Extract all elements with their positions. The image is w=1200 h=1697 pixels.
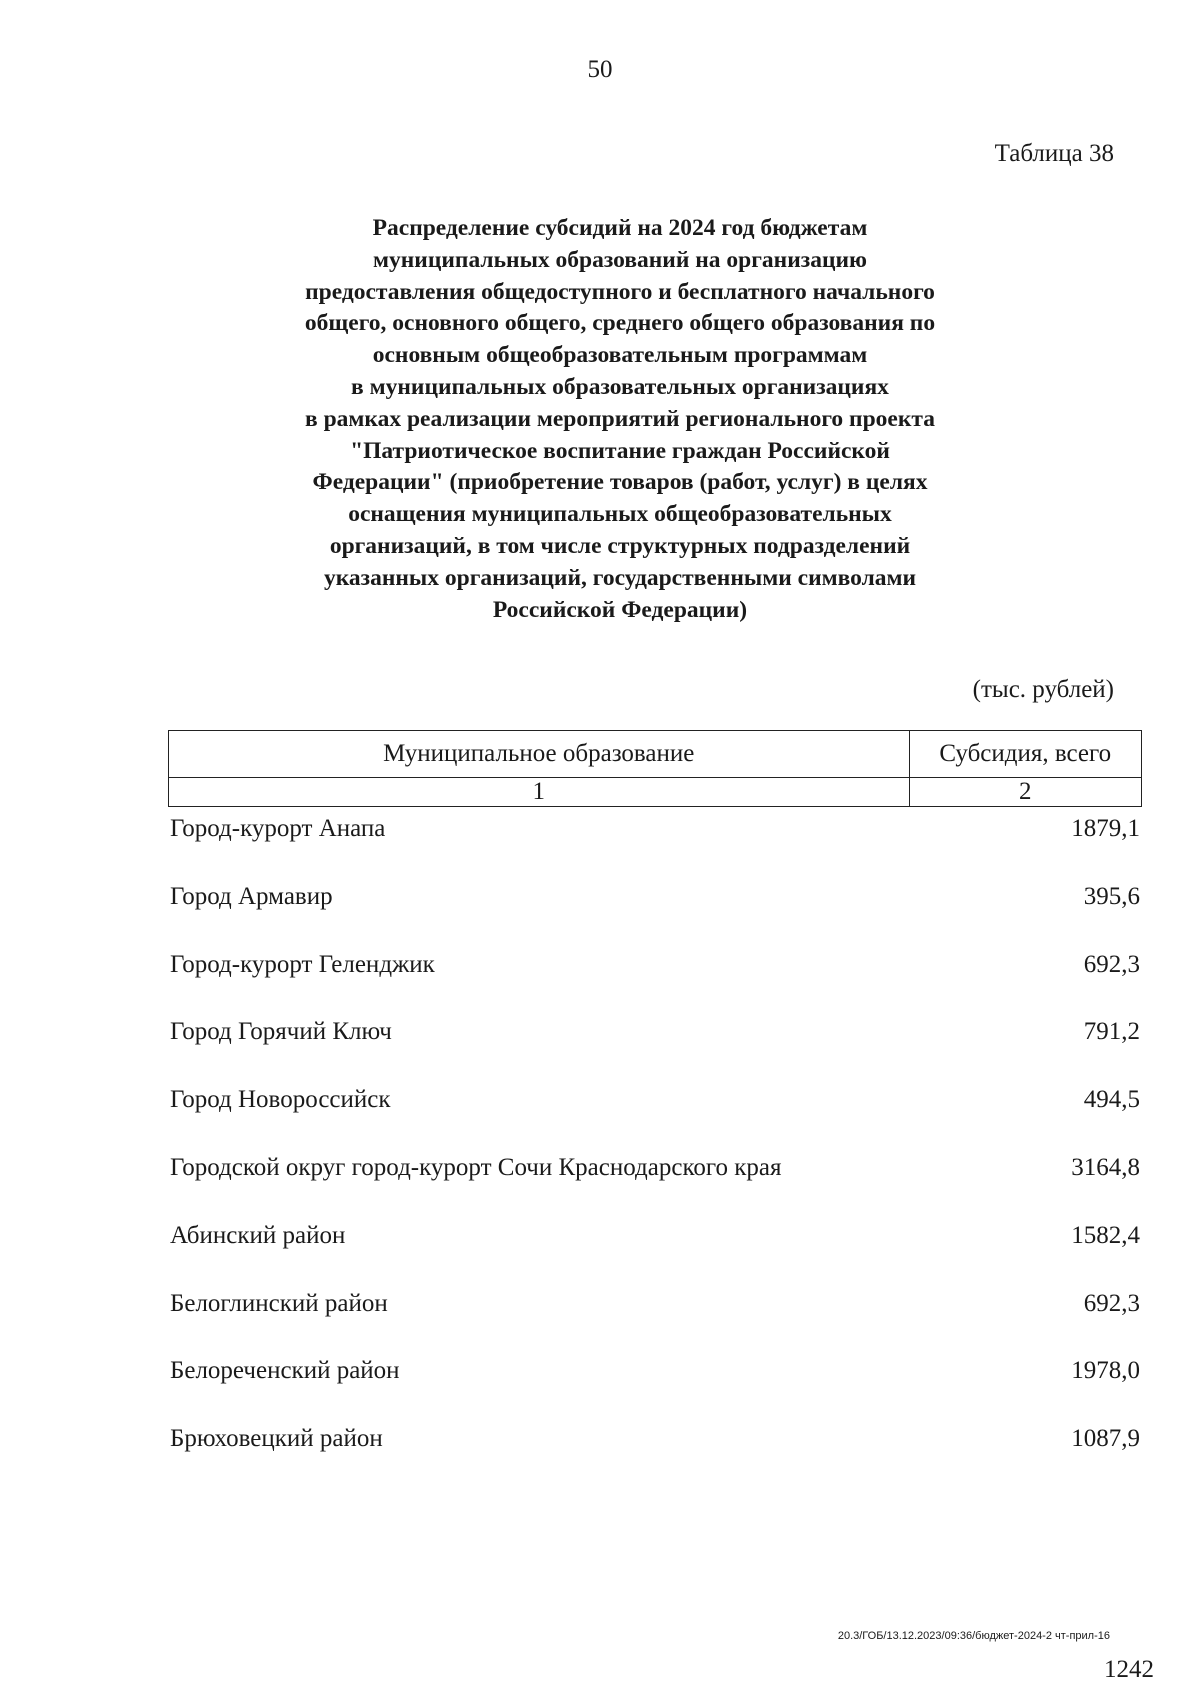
title-line: общего, основного общего, среднего общего образования по [304, 310, 936, 337]
table-row [170, 1222, 1140, 1258]
table-row [170, 951, 1140, 987]
column-number-1: 1 [169, 778, 910, 807]
units-label: (тыс. рублей) [972, 676, 1114, 703]
table-row [170, 1086, 1140, 1122]
title-line: основным общеобразовательным программам [372, 342, 868, 369]
table-row [170, 883, 1140, 919]
table-row [170, 1425, 1140, 1461]
title-line: предоставления общедоступного и бесплатного начального [305, 278, 935, 305]
subsidy-value: 791,2 [1083, 1018, 1140, 1045]
subsidy-value: 1978,0 [1071, 1357, 1140, 1384]
municipality-name: Город Горячий Ключ [170, 1018, 392, 1045]
table-row [170, 1290, 1140, 1326]
municipality-name: Белоглинский район [170, 1290, 388, 1317]
subsidy-value: 494,5 [1083, 1086, 1140, 1113]
municipality-name: Белореченский район [170, 1357, 400, 1384]
title-line: оснащения муниципальных общеобразовательных [348, 501, 892, 528]
title-line: в рамках реализации мероприятий регионального проекта [305, 405, 935, 432]
municipality-name: Город-курорт Анапа [170, 815, 386, 842]
header-subsidy-total: Субсидия, всего [909, 731, 1141, 778]
title-line: указанных организаций, государственными символами [323, 564, 917, 591]
table-row [170, 1357, 1140, 1393]
municipality-name: Абинский район [170, 1222, 346, 1249]
table-row [170, 815, 1140, 851]
table-row [170, 1154, 1140, 1190]
municipality-name: Брюховецкий район [170, 1425, 383, 1452]
footer-page-number: 1242 [1104, 1656, 1154, 1683]
table-label: Таблица 38 [994, 140, 1114, 167]
header-row [169, 731, 1142, 778]
title-line: муниципальных образований на организацию [373, 246, 867, 273]
municipality-name: Город-курорт Геленджик [170, 951, 435, 978]
subsidy-value: 3164,8 [1071, 1154, 1140, 1181]
header-municipality: Муниципальное образование [169, 731, 910, 778]
subsidy-value: 1879,1 [1071, 815, 1140, 842]
municipality-name: Город Армавир [170, 883, 333, 910]
subsidy-value: 395,6 [1083, 883, 1140, 910]
subsidy-value: 1087,9 [1071, 1425, 1140, 1452]
municipality-name: Городской округ город-курорт Сочи Краснодарского края [170, 1154, 782, 1181]
document-title [200, 213, 1040, 626]
subsidy-value: 1582,4 [1071, 1222, 1140, 1249]
municipality-name: Город Новороссийск [170, 1086, 391, 1113]
subsidy-value: 692,3 [1083, 951, 1140, 978]
subsidy-value: 692,3 [1083, 1290, 1140, 1317]
footer-document-code: 20.3/ГОБ/13.12.2023/09:36/бюджет-2024-2 чт-прил-16 [837, 1630, 1110, 1642]
column-number-2: 2 [909, 778, 1141, 807]
title-line: в муниципальных образовательных организациях [351, 373, 889, 400]
title-line: организаций, в том числе структурных подразделений [329, 532, 911, 559]
title-line: Федерации" (приобретение товаров (работ, услуг) в целях [312, 469, 928, 496]
page-number: 50 [587, 56, 613, 83]
table-row [170, 1018, 1140, 1054]
column-number-row [169, 778, 1142, 807]
title-line: Распределение субсидий на 2024 год бюджетам [372, 215, 868, 241]
table-header [168, 730, 1142, 807]
title-line: Российской Федерации) [492, 596, 748, 623]
title-line: "Патриотическое воспитание граждан Российской [350, 437, 890, 464]
